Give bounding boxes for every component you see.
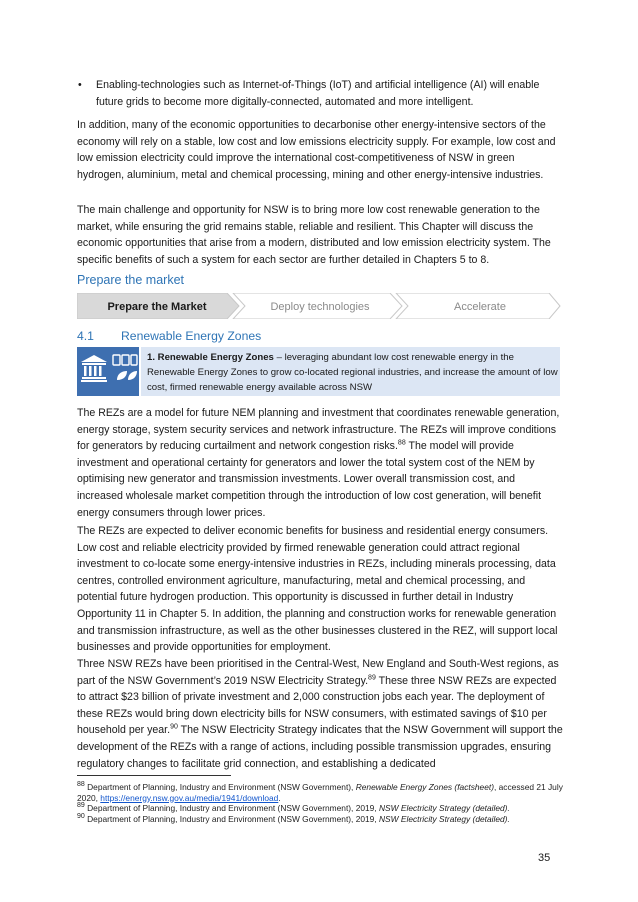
step-label-prepare: Prepare the Market [107,301,207,313]
footnote-ref-89[interactable]: 89 [368,674,376,682]
footnote-text: Department of Planning, Industry and Environment (NSW Government), 2019, [84,813,379,824]
paragraph-three-rezs-part-a: Three NSW REZs have been prioritised in the Central-West, New England and South-West regions, as part of the NSW Government’s 2019 NSW Electricity Strategy. [77,658,559,687]
footnote-title: NSW Electricity Strategy (detailed). [379,803,510,814]
callout-icon-panel [77,347,139,396]
footnote-link[interactable]: https://energy.nsw.gov.au/media/1941/download [100,792,279,803]
subsection-title: Renewable Energy Zones [121,329,262,343]
footnote-text: , accessed 21 July 2020, [77,782,563,803]
paragraph-rez-model-part-a: The REZs are a model for future NEM planning and investment that coordinates renewable generation, energy storage, system security services and network infrastructure. The REZs will improve conditions for generators by reducing curtailment and network congestion risks. [77,407,560,453]
step-label-accelerate: Accelerate [454,301,506,313]
battery-icon [113,355,137,365]
footnote-number: 88 [77,781,85,789]
footnote-title: NSW Electricity Strategy (detailed). [379,813,510,824]
callout-icons [77,347,139,396]
paragraph-three-rezs [77,656,563,772]
subsection-heading [77,329,261,343]
paragraph-main-challenge: The main challenge and opportunity for NSW is to bring more low cost renewable generation to the market, while ensuring the grid remains stable, reliable and resilient. This Chapter will discuss the economic opportunities that arise from a modern, distributed and low emission electricity system. The specific benefits of such a system for each sector are further detailed in Chapters 5 to 8. [77,204,551,266]
progress-chevrons [77,293,561,319]
paragraph-rez-benefits: The REZs are expected to deliver economic benefits for business and residential energy consumers. Low cost and reliable electricity provided by firmed renewable generation could attract regional investment to co-locate some energy-intensive industries in REZs, including minerals processing, data centres, controlled environment agriculture, manufacturing, metal and chemical processing, and potential future hydrogen production. This opportunity is discussed in further detail in Industry Opportunity 11 in Chapter 5. In addition, the planning and construction works for renewable generation and transmission infrastructure, as well as the other businesses clustered in the REZ, will support local businesses and provide opportunities for employment. [77,525,558,654]
footnote-number: 90 [77,812,85,820]
step-label-deploy: Deploy technologies [270,301,370,313]
footnote-88 [77,782,563,803]
bullet-text: Enabling-technologies such as Internet-of-Things (IoT) and artificial intelligence (AI) will enable future grids to become more digitally-connected, automated and more intelligent. [96,79,540,108]
footnote-text: Department of Planning, Industry and Environment (NSW Government), [84,782,356,792]
section-heading: Prepare the market [77,273,184,287]
callout-body: – leveraging abundant low cost renewable energy in the Renewable Energy Zones to grow co-located regional industries, and increase the amount of low cost, firmed renewable energy available across NSW [147,352,558,394]
footnote-separator [77,775,231,776]
paragraph-rez-model [77,405,563,521]
bullet-item [78,77,556,110]
callout-title: 1. Renewable Energy Zones [147,352,274,363]
footnotes [77,782,563,824]
callout-text [141,347,560,396]
rez-callout [77,347,560,396]
footnote-90 [77,814,563,825]
footnote-text: . [278,792,281,803]
footnote-text: Department of Planning, Industry and Environment (NSW Government), 2019, [84,803,379,814]
footnote-89 [77,803,563,814]
paragraph-three-rezs-part-b: These three NSW REZs are expected to attract $23 billion of private investment and 2,000 construction jobs each year. The deployment of these REZs would bring down electricity bills for NSW consumers, with estimated savings of $10 per household per year. [77,674,557,737]
page-number: 35 [538,852,551,864]
footnote-title: Renewable Energy Zones (factsheet) [355,782,494,792]
leaf-icon [117,371,137,380]
subsection-number: 4.1 [77,329,94,343]
bullet-marker: • [78,79,82,91]
paragraph-decarbonise: In addition, many of the economic opportunities to decarbonise other energy-intensive sectors of the economy will rely on a stable, low cost and low emissions electricity supply. For example, low cost and low emission electricity could improve the international cost-competitiveness of NSW in green hydrogen, aluminium, metal and chemical processing, mining and other energy-intensive industries. [77,119,556,181]
paragraph-three-rezs-part-c: The NSW Electricity Strategy indicates that the NSW Government will support the development of the REZs with a range of actions, including possible transmission upgrades, ensuring regulatory changes to facilitate grid connection, and establishing a dedicated [77,724,563,770]
government-building-icon [81,355,107,382]
paragraph-rez-model-part-b: The model will provide investment and operational certainty for generators and lower the total system cost of the NEM by optimising new generator and transmission investments. Lower overall transmission cost, and increased wholesale market competition through the introduction of low cost generation, will benefit energy consumers through lower prices. [77,440,542,519]
footnote-ref-90[interactable]: 90 [170,723,178,731]
footnote-ref-88[interactable]: 88 [397,439,406,447]
footnote-number: 89 [77,802,85,810]
